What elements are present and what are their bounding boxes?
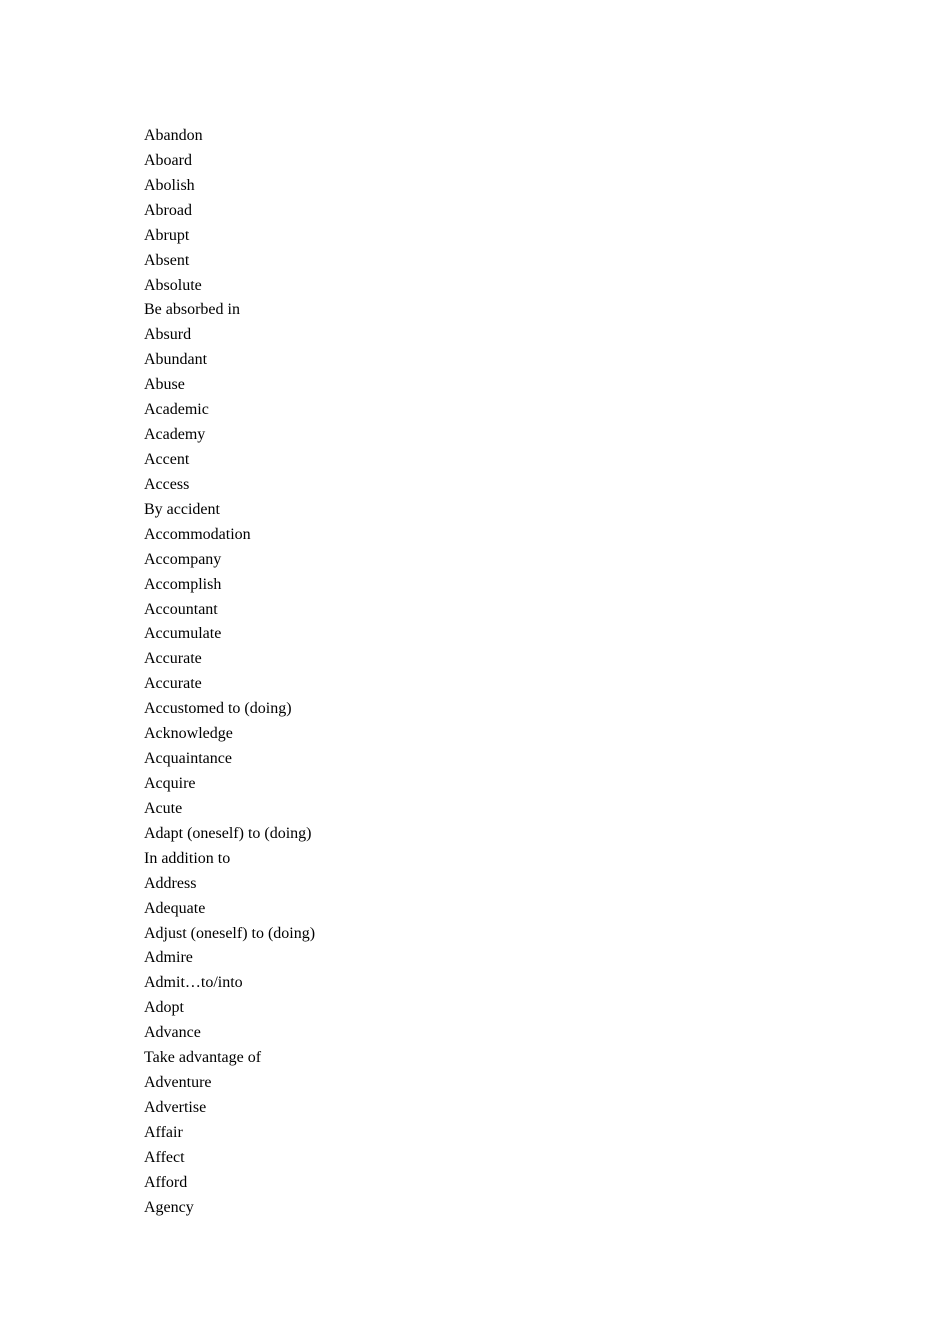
list-item: Accomplish (144, 575, 222, 593)
list-item: Academic (144, 401, 209, 419)
list-item: Accommodation (144, 525, 251, 543)
list-item: Absolute (144, 276, 202, 294)
list-item: Absurd (144, 326, 192, 344)
list-item: Abandon (144, 127, 203, 144)
list-item: Access (144, 475, 190, 493)
list-item: Accurate (144, 650, 202, 668)
list-item: Afford (144, 1173, 188, 1191)
list-item: Academy (144, 426, 206, 444)
list-item: Abroad (144, 201, 192, 219)
list-item: Acquire (144, 774, 196, 792)
list-item: Be absorbed in (144, 301, 240, 319)
list-item: Admit…to/into (144, 974, 243, 992)
list-item: Address (144, 874, 197, 892)
list-item: Abuse (144, 376, 185, 394)
list-item: Advance (144, 1024, 201, 1042)
list-item: Take advantage of (144, 1049, 262, 1067)
list-item: Acute (144, 799, 183, 817)
list-item: Abolish (144, 176, 195, 194)
list-item: Adjust (oneself) to (doing) (144, 924, 316, 942)
list-item: Accent (144, 450, 190, 468)
list-item: Adapt (oneself) to (doing) (144, 824, 312, 842)
list-item: Accustomed to (doing) (144, 700, 292, 718)
list-item: Affect (144, 1148, 185, 1166)
list-item: Aboard (144, 151, 192, 169)
list-item: Adopt (144, 999, 184, 1017)
list-item: Adequate (144, 899, 206, 917)
list-item: Abrupt (144, 226, 190, 244)
list-item: By accident (144, 500, 220, 518)
list-item: Affair (144, 1123, 183, 1141)
list-item: Accountant (144, 600, 218, 618)
list-item: Acknowledge (144, 725, 233, 743)
list-item: Advertise (144, 1098, 207, 1116)
list-item: Admire (144, 949, 193, 967)
list-item: Agency (144, 1198, 194, 1216)
list-item: Acquaintance (144, 750, 232, 768)
list-item: Accurate (144, 675, 202, 693)
word-list (144, 124, 315, 1221)
list-item: In addition to (144, 849, 231, 867)
list-item: Accumulate (144, 625, 222, 643)
list-item: Adventure (144, 1074, 212, 1092)
list-item: Abundant (144, 351, 208, 369)
list-item: Absent (144, 251, 190, 269)
list-item: Accompany (144, 550, 222, 568)
